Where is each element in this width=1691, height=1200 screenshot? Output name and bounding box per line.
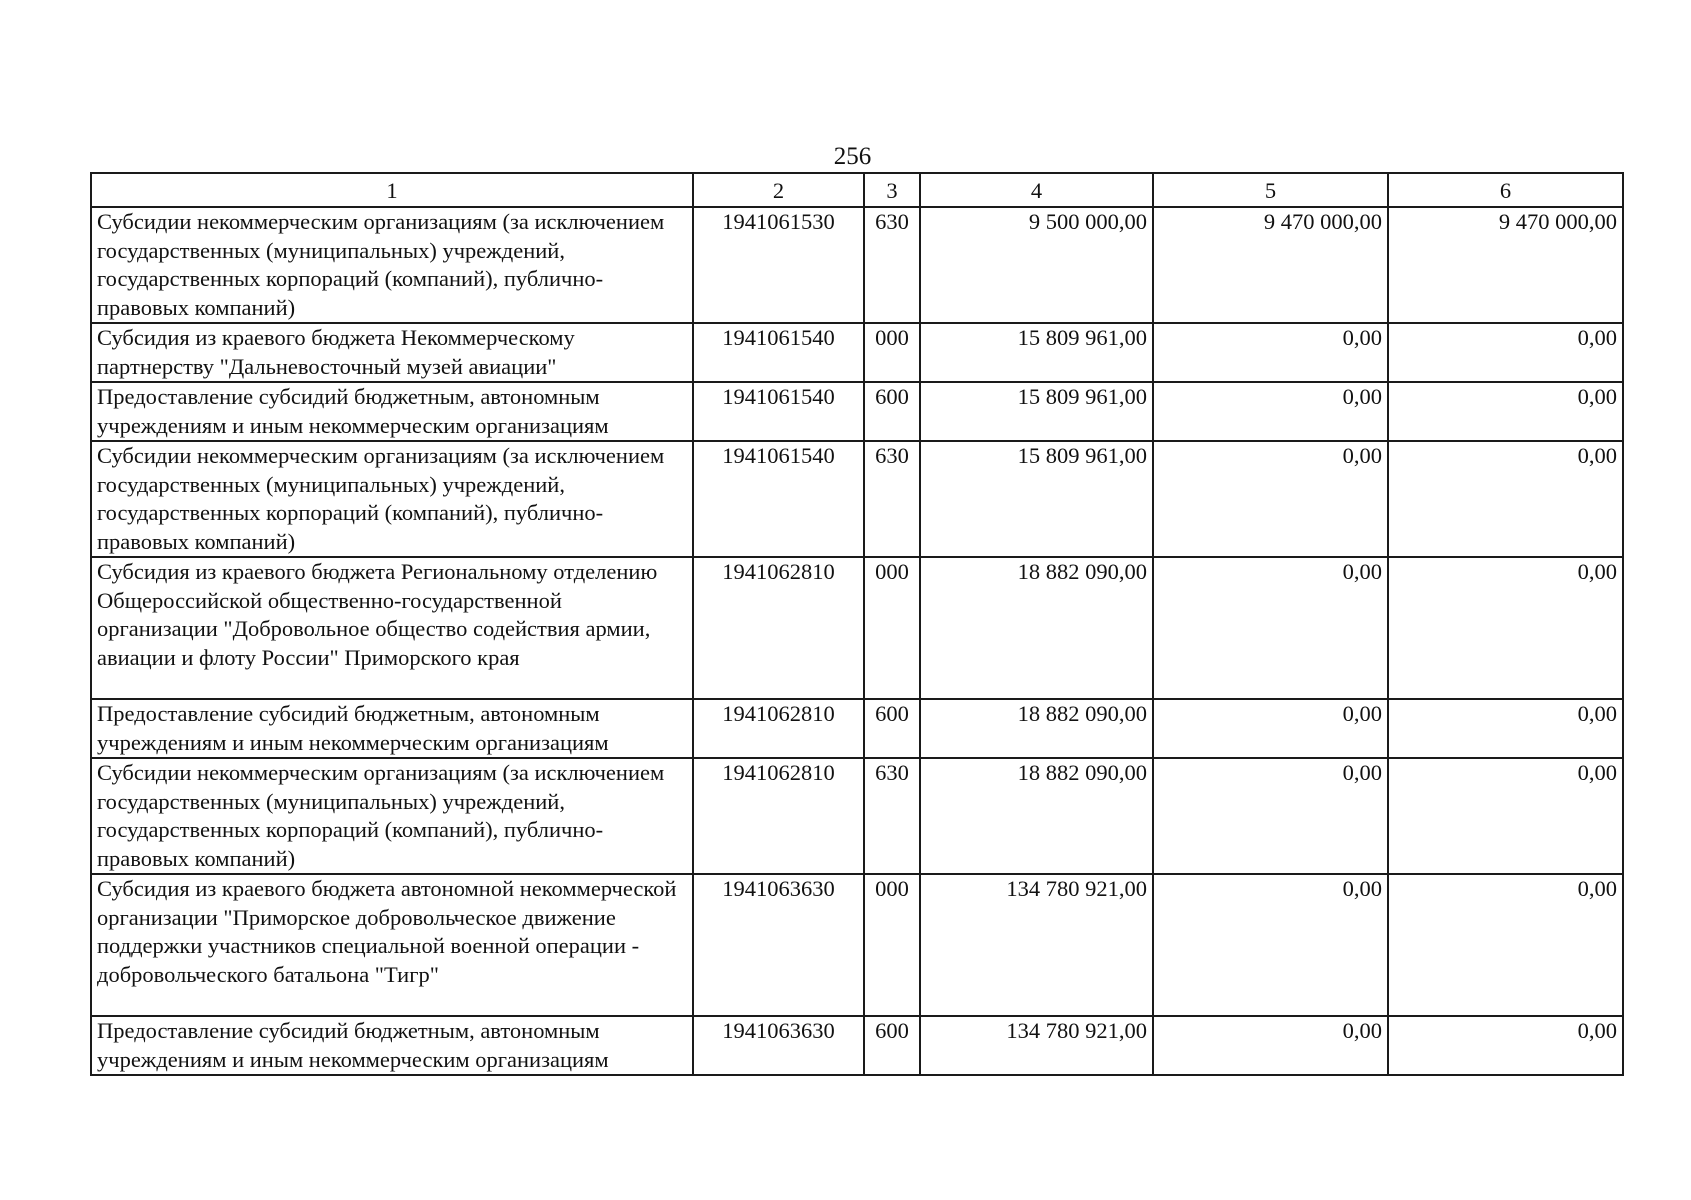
row-amount-col4: 18 882 090,00 — [920, 758, 1153, 874]
row-amount-col4: 134 780 921,00 — [920, 874, 1153, 1016]
row-target-code: 1941061540 — [693, 441, 864, 557]
column-header-5: 5 — [1153, 173, 1388, 207]
row-amount-col5: 0,00 — [1153, 323, 1388, 382]
table-row — [91, 441, 1623, 557]
row-expense-type: 600 — [864, 699, 920, 758]
row-amount-col4: 15 809 961,00 — [920, 323, 1153, 382]
row-expense-type: 600 — [864, 382, 920, 441]
table-row — [91, 557, 1623, 699]
row-target-code: 1941062810 — [693, 699, 864, 758]
row-amount-col4: 15 809 961,00 — [920, 441, 1153, 557]
header-row — [91, 173, 1623, 207]
table-row — [91, 874, 1623, 1016]
table-row — [91, 758, 1623, 874]
row-target-code: 1941063630 — [693, 874, 864, 1016]
column-header-2: 2 — [693, 173, 864, 207]
row-amount-col6: 0,00 — [1388, 1016, 1623, 1075]
row-amount-col4: 9 500 000,00 — [920, 207, 1153, 323]
table-row — [91, 207, 1623, 323]
row-description: Субсидия из краевого бюджета автономной некоммерческой организации "Приморское добровольческое движение поддержки участников специальной военной операции - добровольческого батальона "Тигр" — [91, 874, 693, 1016]
table-header — [91, 173, 1623, 207]
row-amount-col5: 0,00 — [1153, 1016, 1388, 1075]
row-amount-col4: 18 882 090,00 — [920, 557, 1153, 699]
row-amount-col5: 0,00 — [1153, 441, 1388, 557]
row-amount-col6: 0,00 — [1388, 441, 1623, 557]
row-target-code: 1941062810 — [693, 557, 864, 699]
row-amount-col6: 0,00 — [1388, 874, 1623, 1016]
row-amount-col4: 134 780 921,00 — [920, 1016, 1153, 1075]
budget-table — [90, 172, 1624, 1076]
row-amount-col5: 0,00 — [1153, 382, 1388, 441]
row-amount-col5: 0,00 — [1153, 699, 1388, 758]
row-description: Предоставление субсидий бюджетным, автономным учреждениям и иным некоммерческим организациям — [91, 382, 693, 441]
table-row — [91, 382, 1623, 441]
row-amount-col6: 9 470 000,00 — [1388, 207, 1623, 323]
row-expense-type: 000 — [864, 874, 920, 1016]
row-description: Субсидия из краевого бюджета Региональному отделению Общероссийской общественно-государственной организации "Добровольное общество содействия армии, авиации и флоту России" Приморского края — [91, 557, 693, 699]
table-row — [91, 699, 1623, 758]
row-expense-type: 000 — [864, 557, 920, 699]
row-amount-col6: 0,00 — [1388, 699, 1623, 758]
column-header-6: 6 — [1388, 173, 1623, 207]
row-amount-col6: 0,00 — [1388, 557, 1623, 699]
row-amount-col5: 0,00 — [1153, 557, 1388, 699]
row-description: Субсидии некоммерческим организациям (за исключением государственных (муниципальных) учреждений, государственных корпораций (компаний), публично-правовых компаний) — [91, 441, 693, 557]
table-body — [91, 207, 1623, 1075]
row-target-code: 1941061530 — [693, 207, 864, 323]
row-amount-col6: 0,00 — [1388, 382, 1623, 441]
row-amount-col4: 15 809 961,00 — [920, 382, 1153, 441]
page-number: 256 — [833, 143, 872, 170]
row-description: Субсидии некоммерческим организациям (за исключением государственных (муниципальных) учреждений, государственных корпораций (компаний), публично-правовых компаний) — [91, 758, 693, 874]
row-expense-type: 600 — [864, 1016, 920, 1075]
row-target-code: 1941061540 — [693, 382, 864, 441]
row-description: Субсидия из краевого бюджета Некоммерческому партнерству "Дальневосточный музей авиации" — [91, 323, 693, 382]
row-amount-col6: 0,00 — [1388, 323, 1623, 382]
row-target-code: 1941063630 — [693, 1016, 864, 1075]
column-header-1: 1 — [91, 173, 693, 207]
row-target-code: 1941061540 — [693, 323, 864, 382]
row-expense-type: 630 — [864, 441, 920, 557]
row-expense-type: 000 — [864, 323, 920, 382]
row-description: Предоставление субсидий бюджетным, автономным учреждениям и иным некоммерческим организациям — [91, 1016, 693, 1075]
row-target-code: 1941062810 — [693, 758, 864, 874]
row-description: Предоставление субсидий бюджетным, автономным учреждениям и иным некоммерческим организациям — [91, 699, 693, 758]
row-amount-col6: 0,00 — [1388, 758, 1623, 874]
row-amount-col5: 0,00 — [1153, 874, 1388, 1016]
row-amount-col4: 18 882 090,00 — [920, 699, 1153, 758]
row-amount-col5: 9 470 000,00 — [1153, 207, 1388, 323]
table-row — [91, 1016, 1623, 1075]
row-expense-type: 630 — [864, 207, 920, 323]
row-amount-col5: 0,00 — [1153, 758, 1388, 874]
column-header-4: 4 — [920, 173, 1153, 207]
column-header-3: 3 — [864, 173, 920, 207]
row-description: Субсидии некоммерческим организациям (за исключением государственных (муниципальных) учреждений, государственных корпораций (компаний), публично-правовых компаний) — [91, 207, 693, 323]
table-row — [91, 323, 1623, 382]
row-expense-type: 630 — [864, 758, 920, 874]
